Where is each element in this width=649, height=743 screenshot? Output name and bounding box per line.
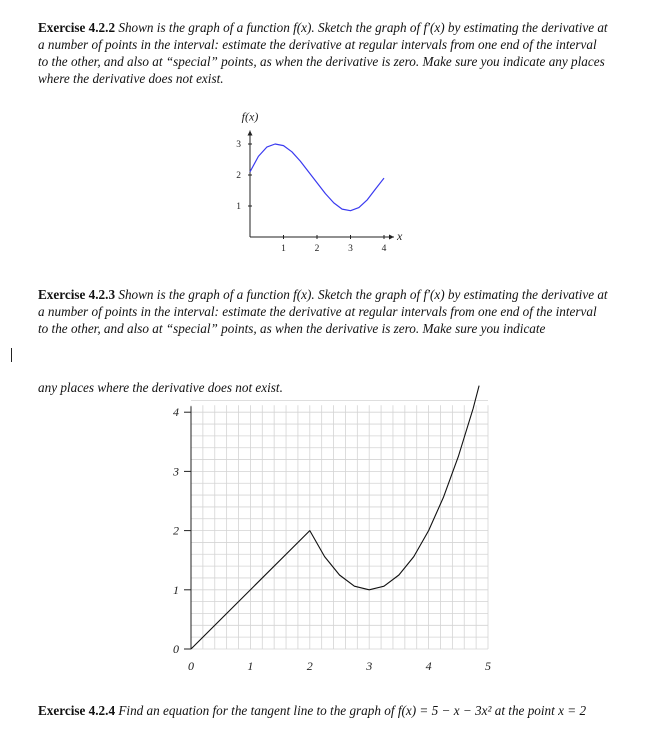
- y-tick-label: 0: [173, 642, 179, 656]
- x-tick-label: 1: [281, 244, 286, 254]
- exercise-text: Shown is the graph of a function f(x). Sketch the graph of f′(x) by estimating the derivative at a number of points in the interval: estimate the derivative at regular intervals from one end of the interval to the other, and also at “special” points, as when the derivative is zero. Make sure you indicate any places where the derivative does not exist.: [38, 20, 608, 86]
- y-axis-label: f(x): [241, 109, 259, 124]
- x-tick-label: 3: [348, 244, 353, 254]
- x-tick-label: 2: [306, 659, 313, 673]
- y-tick-label: 1: [236, 202, 241, 212]
- function-curve: [191, 386, 479, 649]
- y-tick-label: 3: [173, 464, 179, 479]
- y-tick-label: 3: [236, 140, 241, 150]
- exercise-text-continuation: any places where the derivative does not exist.: [38, 380, 283, 395]
- x-tick-label: 0: [188, 659, 194, 673]
- y-tick-label: 4: [173, 405, 179, 420]
- x-tick-label: 1: [247, 659, 254, 673]
- exercise-text: Shown is the graph of a function f(x). Sketch the graph of f′(x) by estimating the derivative at a number of points in the interval: estimate the derivative at regular intervals from one end of the interval to the other, and also at “special” points, as when the derivative is zero. Make sure you indicate: [38, 287, 608, 336]
- x-tick-label: 4: [425, 659, 432, 673]
- y-tick-label: 2: [173, 523, 179, 538]
- x-tick-label: 5: [485, 659, 491, 673]
- exercise-heading: Exercise 4.2.3: [38, 287, 116, 302]
- exercise-heading: Exercise 4.2.2: [38, 20, 116, 35]
- x-tick-label: 4: [381, 244, 387, 254]
- x-tick-label: 3: [366, 659, 373, 673]
- x-axis-label: x: [397, 229, 403, 243]
- y-tick-label: 1: [173, 582, 179, 597]
- y-tick-label: 2: [236, 171, 241, 181]
- exercise-heading: Exercise 4.2.4: [38, 703, 116, 718]
- exercise-text: Find an equation for the tangent line to the graph of f(x) = 5 − x − 3x² at the point x = 2: [118, 703, 587, 718]
- x-tick-label: 2: [314, 244, 320, 254]
